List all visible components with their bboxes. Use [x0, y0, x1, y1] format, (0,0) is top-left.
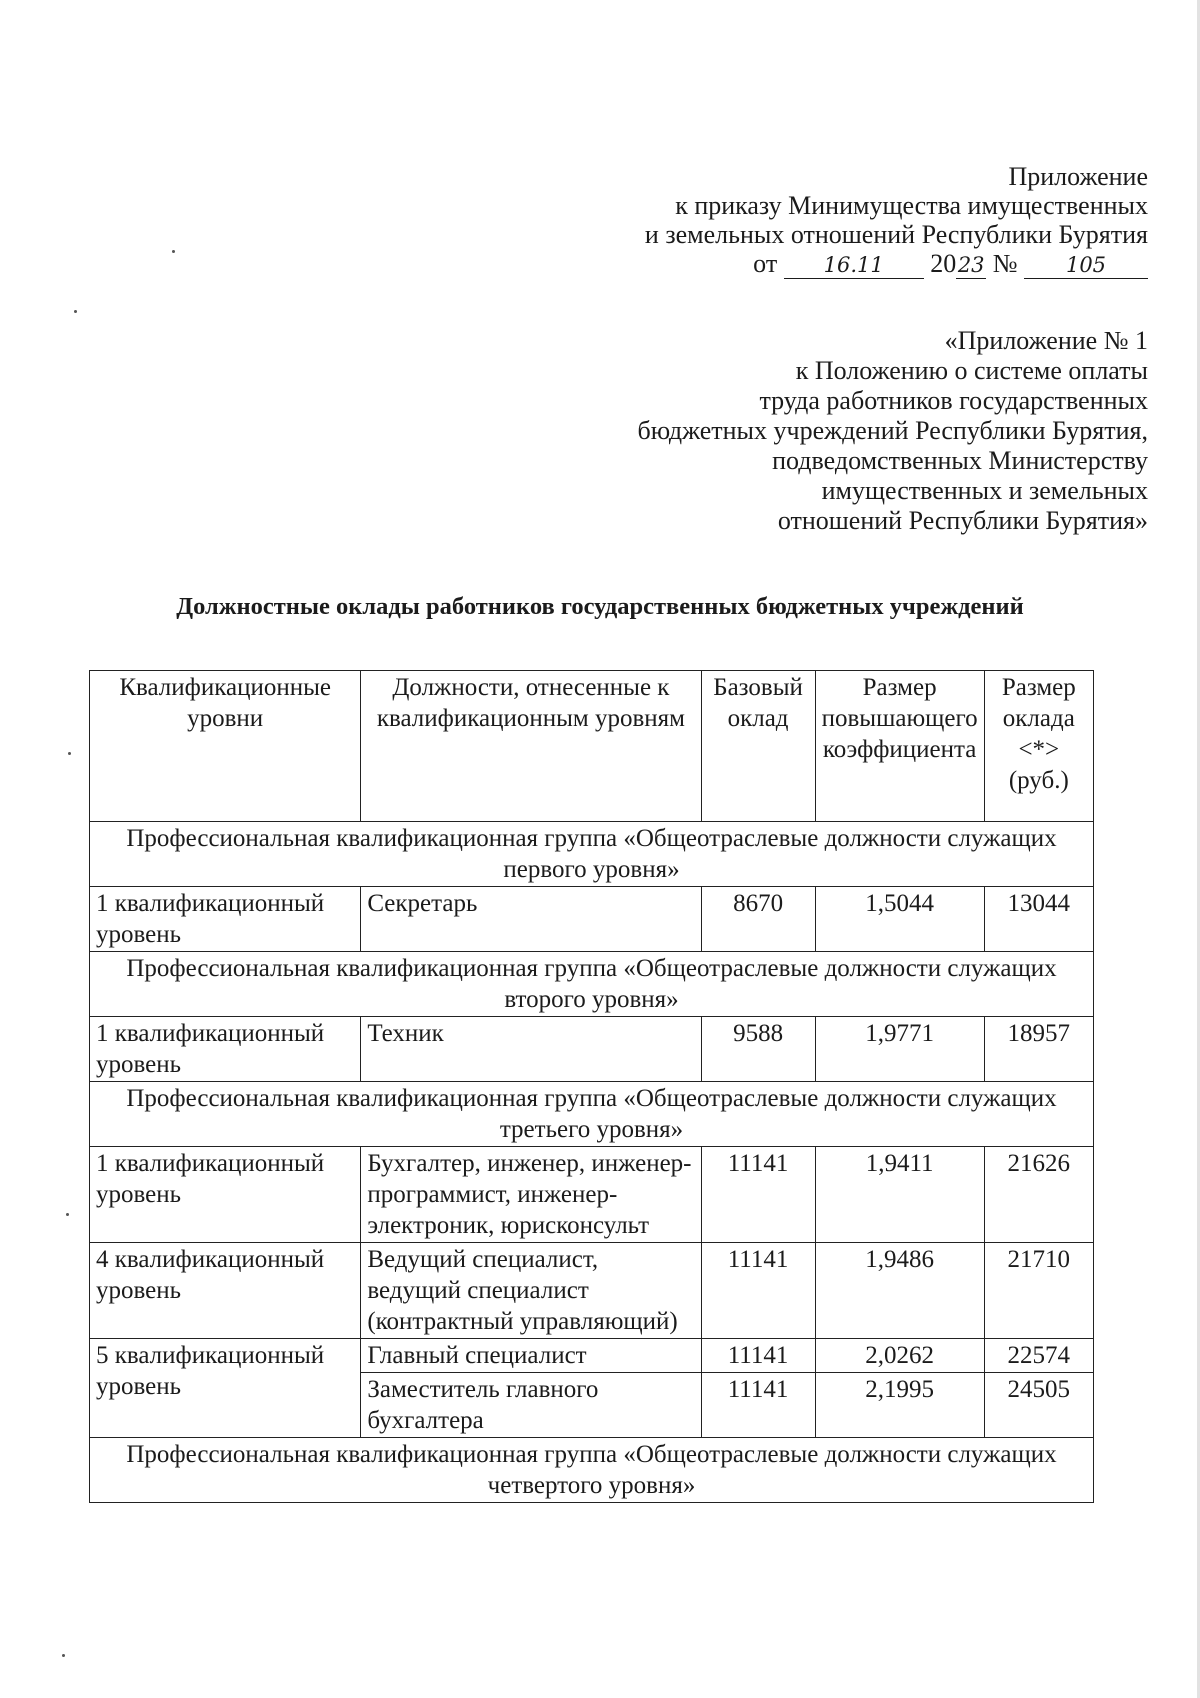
handwritten-year: 23 — [957, 253, 985, 277]
coefficient-cell: 2,1995 — [815, 1373, 984, 1438]
salary-table — [89, 670, 1094, 1503]
year-prefix: 20 — [930, 249, 957, 278]
appendix-line-5: подведомственных Министерству — [772, 446, 1148, 475]
position-cell: Ведущий специалист, ведущий специалист (контрактный управляющий) — [361, 1243, 701, 1339]
appendix-line-3: труда работников государственных — [759, 386, 1148, 415]
header-cell-positions: Должности, отнесенные к квалификационным уровням — [361, 671, 701, 822]
appendix-line-1: «Приложение № 1 — [944, 326, 1148, 355]
base-salary-cell: 8670 — [701, 887, 815, 952]
group-title-third-level: Профессиональная квалификационная группа «Общеотраслевые должности служащих третьего уровня» — [90, 1082, 1094, 1147]
salary-cell: 22574 — [984, 1339, 1093, 1373]
scan-speck — [74, 310, 77, 313]
table-row — [90, 1339, 1094, 1373]
scan-speck — [62, 1654, 65, 1657]
header-line-1: Приложение — [1008, 162, 1148, 191]
level-cell: 5 квалификационный уровень — [90, 1339, 361, 1438]
appendix-line-7: отношений Республики Бурятия» — [777, 506, 1148, 535]
group-title-first-level: Профессиональная квалификационная группа «Общеотраслевые должности служащих первого уровня» — [90, 822, 1094, 887]
position-cell: Бухгалтер, инженер, инженер-программист, инженер-электроник, юрисконсульт — [361, 1147, 701, 1243]
level-cell: 1 квалификационный уровень — [90, 1147, 361, 1243]
table-header-row — [90, 671, 1094, 822]
appendix-line-4: бюджетных учреждений Республики Бурятия, — [637, 416, 1148, 445]
base-salary-cell: 9588 — [701, 1017, 815, 1082]
document-title: Должностные оклады работников государственных бюджетных учреждений — [176, 593, 1024, 620]
position-cell: Техник — [361, 1017, 701, 1082]
order-date-line — [645, 249, 1148, 279]
position-cell: Главный специалист — [361, 1339, 701, 1373]
header-cell-salary: Размер оклада <*> (руб.) — [984, 671, 1093, 822]
coefficient-cell: 1,5044 — [815, 887, 984, 952]
level-cell: 1 квалификационный уровень — [90, 887, 361, 952]
handwritten-date: 16.11 — [784, 252, 924, 279]
salary-cell: 13044 — [984, 887, 1093, 952]
coefficient-cell: 1,9486 — [815, 1243, 984, 1339]
header-cell-levels: Квалификационные уровни — [90, 671, 361, 822]
group-row — [90, 1438, 1094, 1503]
header-line-3: и земельных отношений Республики Бурятия — [644, 220, 1148, 249]
position-cell: Секретарь — [361, 887, 701, 952]
regulation-appendix-header — [638, 326, 1148, 536]
header-line-2: к приказу Минимущества имущественных — [675, 191, 1148, 220]
scan-speck — [68, 752, 71, 755]
salary-cell: 24505 — [984, 1373, 1093, 1438]
coefficient-cell: 1,9411 — [815, 1147, 984, 1243]
scan-speck — [66, 1213, 69, 1216]
base-salary-cell: 11141 — [701, 1339, 815, 1373]
level-cell: 4 квалификационный уровень — [90, 1243, 361, 1339]
group-title-second-level: Профессиональная квалификационная группа «Общеотраслевые должности служащих второго уровня» — [90, 952, 1094, 1017]
base-salary-cell: 11141 — [701, 1147, 815, 1243]
from-label: от — [753, 249, 778, 278]
base-salary-cell: 11141 — [701, 1373, 815, 1438]
position-cell: Заместитель главного бухгалтера — [361, 1373, 701, 1438]
coefficient-cell: 2,0262 — [815, 1339, 984, 1373]
group-row — [90, 952, 1094, 1017]
salary-cell: 18957 — [984, 1017, 1093, 1082]
header-cell-coefficient: Размер повышающего коэффициента — [815, 671, 984, 822]
group-row — [90, 1082, 1094, 1147]
salary-cell: 21626 — [984, 1147, 1093, 1243]
table-row — [90, 1017, 1094, 1082]
order-appendix-header — [645, 162, 1148, 279]
header-cell-base-salary: Базовый оклад — [701, 671, 815, 822]
table-row — [90, 887, 1094, 952]
appendix-line-2: к Положению о системе оплаты — [795, 356, 1148, 385]
scan-speck — [172, 250, 175, 253]
table-row — [90, 1147, 1094, 1243]
salary-cell: 21710 — [984, 1243, 1093, 1339]
base-salary-cell: 11141 — [701, 1243, 815, 1339]
group-row — [90, 822, 1094, 887]
number-label: № — [992, 249, 1018, 278]
level-cell: 1 квалификационный уровень — [90, 1017, 361, 1082]
group-title-fourth-level: Профессиональная квалификационная группа «Общеотраслевые должности служащих четвертого уровня» — [90, 1438, 1094, 1503]
coefficient-cell: 1,9771 — [815, 1017, 984, 1082]
appendix-line-6: имущественных и земельных — [821, 476, 1148, 505]
table-row — [90, 1243, 1094, 1339]
handwritten-number: 105 — [1024, 252, 1148, 279]
